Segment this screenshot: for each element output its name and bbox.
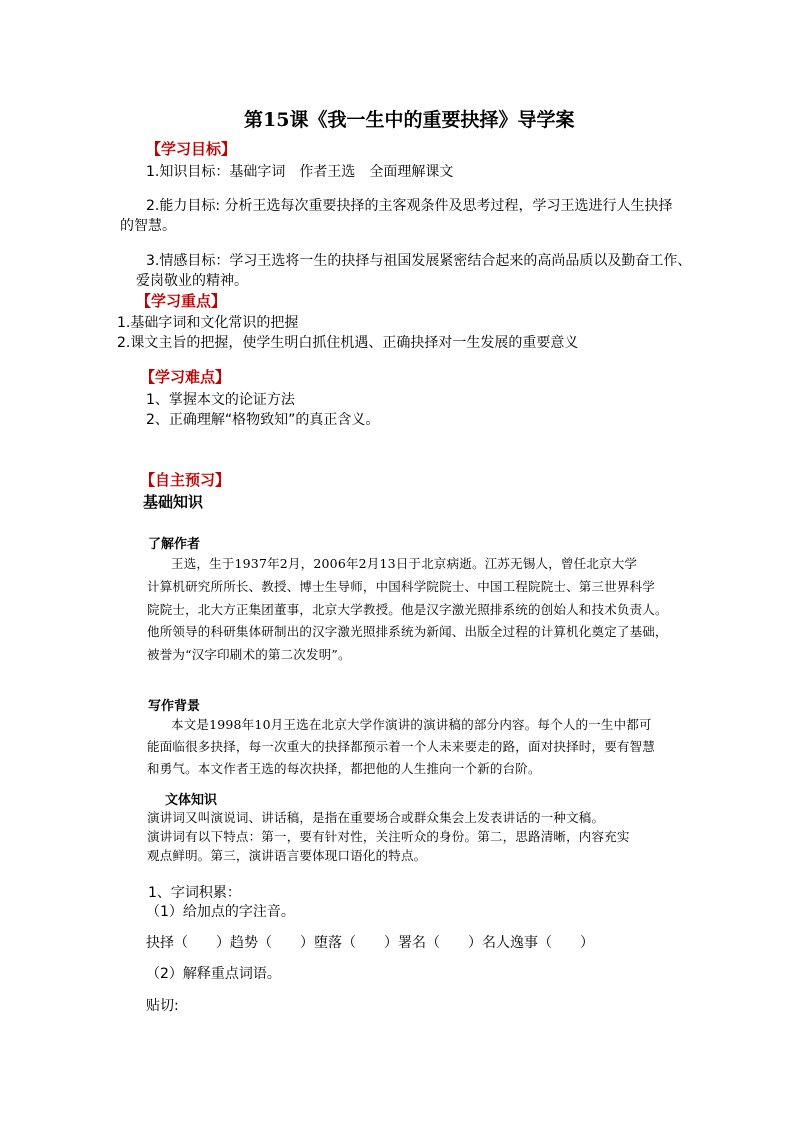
- key-point-2: 2.课文主旨的把握，使学生明白抓住机遇、正确抉择对一生发展的重要意义: [117, 335, 579, 351]
- exercise-part2: （2）解释重点词语。: [146, 966, 281, 982]
- genre-line-3: 观点鲜明。第三，演讲语言要体现口语化的特点。: [147, 848, 427, 863]
- difficulties-heading: 【学习难点】: [140, 368, 231, 386]
- background-line-1: 本文是1998年10月王选在北京大学作演讲的演讲稿的部分内容。每个人的一生中都可: [171, 717, 652, 732]
- objective-emotion-line1: 3.情感目标：学习王选将一生的抉择与祖国发展紧密结合起来的高尚品质以及勤奋工作、: [146, 253, 692, 269]
- exercise-tiequ: 贴切:: [146, 998, 179, 1014]
- page-title: 第15课《我一生中的重要抉择》导学案: [244, 109, 575, 131]
- author-heading: 了解作者: [148, 537, 201, 552]
- objective-knowledge: 1.知识目标：基础字词 作者王选 全面理解课文: [146, 164, 454, 180]
- objective-emotion-line2: 爱岗敬业的精神。: [136, 273, 248, 289]
- author-line-3: 院院士，北大方正集团董事，北京大学教授。他是汉字激光照排系统的创始人和技术负责人。: [147, 602, 668, 617]
- objective-ability-line1: 2.能力目标: 分析王选每次重要抉择的主客观条件及思考过程，学习王选进行人生抉择: [146, 198, 673, 214]
- exercise-words: 抉择（ ）趋势（ ）堕落（ ）署名（ ）名人逸事（ ）: [146, 935, 594, 951]
- key-points-heading: 【学习重点】: [136, 292, 227, 310]
- key-point-1: 1.基础字词和文化常识的把握: [117, 315, 299, 331]
- difficulty-1: 1、掌握本文的论证方法: [146, 392, 295, 408]
- genre-line-1: 演讲词又叫演说词、讲话稿，是指在重要场合或群众集会上发表讲话的一种文稿。: [147, 810, 605, 825]
- exercise-part1: （1）给加点的字注音。: [146, 904, 295, 920]
- author-line-5: 被誉为“汉字印刷术的第二次发明”。: [147, 647, 351, 662]
- objective-ability-line2: 的智慧。: [120, 218, 176, 234]
- preview-heading: 【自主预习】: [140, 471, 231, 489]
- author-line-2: 计算机研究所所长、教授、博士生导师，中国科学院院士、中国工程院院士、第三世界科学: [147, 579, 656, 594]
- genre-heading: 文体知识: [165, 793, 218, 808]
- exercise-title: 1、字词积累：: [148, 885, 241, 901]
- basic-knowledge-heading: 基础知识: [143, 493, 204, 511]
- author-line-4: 他所领导的科研集体研制出的汉字激光照排系统为新闻、出版全过程的计算机化奠定了基础，: [147, 624, 668, 639]
- objectives-heading: 【学习目标】: [146, 140, 237, 158]
- background-line-3: 和勇气。本文作者王选的每次抉择，都把他的人生推向一个新的台阶。: [147, 761, 541, 776]
- author-line-1: 王选，生于1937年2月，2006年2月13日于北京病逝。江苏无锡人，曾任北京大学: [171, 556, 638, 571]
- difficulty-2: 2、正确理解“格物致知”的真正含义。: [146, 412, 380, 428]
- genre-line-2: 演讲词有以下特点：第一，要有针对性，关注听众的身份。第二，思路清晰，内容充实: [147, 829, 630, 844]
- background-heading: 写作背景: [148, 699, 201, 714]
- background-line-2: 能面临很多抉择，每一次重大的抉择都预示着一个人未来要走的路，面对抉择时，要有智慧: [147, 739, 656, 754]
